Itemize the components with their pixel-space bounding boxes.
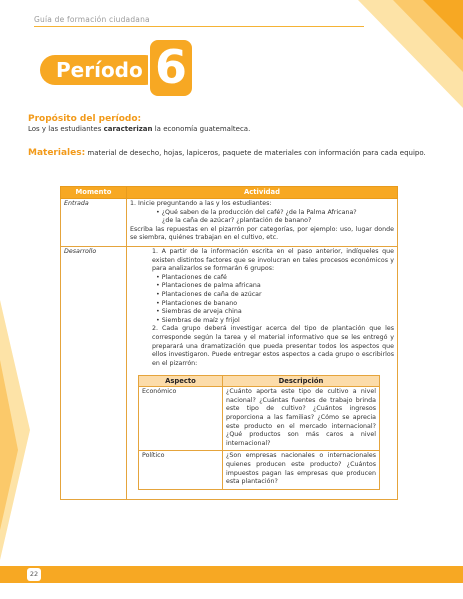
- aspect-description: ¿Son empresas nacionales o internacionales quienes producen este producto? ¿Cuántos impuestos pagan las empresas que producen esta plantación?: [223, 451, 380, 489]
- left-decoration: [0, 300, 40, 560]
- page-number: 22: [27, 568, 41, 581]
- entrada-question-cont: ¿de la caña de azúcar? ¿plantación de banano?: [162, 217, 312, 225]
- activity-desarrollo: [127, 246, 398, 499]
- purpose-text-end: la economía guatemalteca.: [152, 125, 251, 133]
- activities-table: [60, 186, 398, 500]
- aspect-description: ¿Cuánto aporta este tipo de cultivo a nivel nacional? ¿Cuántas fuentes de trabajo brinda este tipo de cultivo? ¿Cuántos ingresos proporciona a las familias? ¿Cómo se aprecia este producto en el mercado internacional? ¿Qué productos son más caros a nivel internacional?: [223, 387, 380, 451]
- moment-entrada: Entrada: [61, 199, 127, 247]
- table-header-row: [61, 187, 398, 199]
- table-row: [61, 199, 398, 247]
- aspects-header-row: [139, 376, 380, 387]
- corner-decoration: [323, 0, 463, 110]
- table-row: [139, 387, 380, 451]
- group-item: • Siembras de arveja china: [156, 308, 242, 316]
- entrada-text: Escriba las repuestas en el pizarrón por categorías, por ejemplo: uso, lugar donde se siembra, quiénes trabajan en el cultivo, etc.: [130, 225, 394, 242]
- materials: [28, 148, 430, 158]
- period-number: 6: [154, 40, 187, 94]
- period-label: Período: [56, 58, 143, 82]
- aspect-name: Económico: [139, 387, 223, 451]
- group-item: • Plantaciones de café: [156, 273, 227, 281]
- materials-text: material de desecho, hojas, lapiceros, paquete de materiales con información para cada equipo.: [85, 149, 426, 157]
- group-item: • Siembras de maíz y frijol: [156, 316, 240, 324]
- description-header: Descripción: [223, 376, 380, 387]
- materials-label: Materiales:: [28, 148, 86, 158]
- purpose-text-start: Los y las estudiantes: [28, 125, 104, 133]
- desarrollo-step-2: 2. Cada grupo deberá investigar acerca del tipo de plantación que les corresponde según la tarea y el material informativo que se les entregó y preparará una dramatización que pueda presentar todos los aspectos que ellos investigaron. Puede entregar estos aspectos a cada grupo o escribirlos en el pizarrón:: [152, 325, 394, 367]
- aspect-name: Político: [139, 451, 223, 489]
- aspect-header: Aspecto: [139, 376, 223, 387]
- desarrollo-step-1: 1. A partir de la información escrita en el paso anterior, indíqueles que existen distintos factores que se involucran en tales procesos económicos y para analizarlos se formarán 6 grupos:: [152, 247, 394, 273]
- activity-header: Actividad: [127, 187, 398, 199]
- activity-entrada: [127, 199, 398, 247]
- purpose-text: [28, 125, 250, 133]
- table-row: [139, 451, 380, 489]
- footer-bar: [0, 566, 463, 583]
- header-rule: [34, 26, 364, 27]
- purpose-keyword: caracterizan: [103, 125, 153, 133]
- purpose-heading: Propósito del período:: [28, 114, 142, 124]
- entrada-question: • ¿Qué saben de la producción del café? ¿de la Palma Africana?: [156, 208, 357, 216]
- moment-desarrollo: Desarrollo: [61, 246, 127, 499]
- group-item: • Plantaciones de palma africana: [156, 282, 261, 290]
- table-row: [61, 246, 398, 499]
- guide-title: Guía de formación ciudadana: [34, 15, 150, 24]
- group-item: • Plantaciones de banano: [156, 299, 238, 307]
- moment-header: Momento: [61, 187, 127, 199]
- group-item: • Plantaciones de caña de azúcar: [156, 290, 262, 298]
- entrada-step: 1. Inicie preguntando a las y los estudiantes:: [130, 200, 272, 207]
- aspects-table: [138, 375, 380, 490]
